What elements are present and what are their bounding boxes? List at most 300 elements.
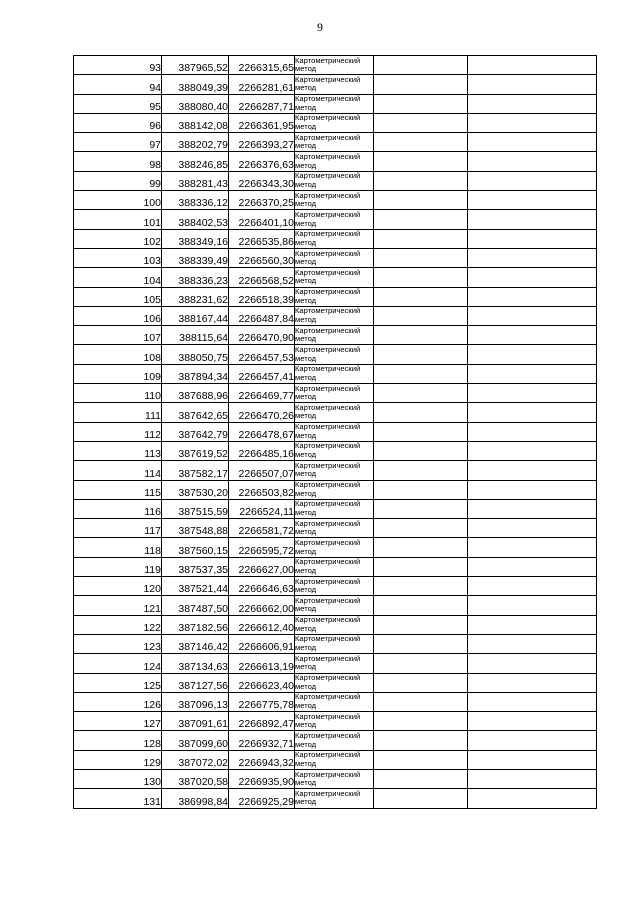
table-row (74, 94, 597, 113)
point-number-cell: 97 (74, 133, 162, 152)
x-coordinate-cell: 387091,61 (162, 712, 229, 731)
point-number-cell: 100 (74, 191, 162, 210)
x-coordinate-cell: 388142,08 (162, 113, 229, 132)
point-number-cell: 114 (74, 461, 162, 480)
method-text-line1: Картометрический (295, 132, 361, 142)
point-number-cell: 131 (74, 789, 162, 808)
empty-cell (468, 673, 597, 692)
point-number-cell: 122 (74, 615, 162, 634)
empty-cell (374, 384, 468, 403)
table-row (74, 750, 597, 769)
empty-cell (468, 634, 597, 653)
method-cell (295, 364, 374, 383)
method-text-line1: Картометрический (295, 306, 361, 316)
table-row (74, 519, 597, 538)
point-number-cell: 103 (74, 248, 162, 267)
empty-cell (468, 789, 597, 808)
method-text-line1: Картометрический (295, 248, 361, 258)
x-coordinate-cell: 387146,42 (162, 634, 229, 653)
empty-cell (468, 461, 597, 480)
method-cell (295, 191, 374, 210)
empty-cell (468, 306, 597, 325)
empty-cell (374, 634, 468, 653)
y-coordinate-cell: 2266401,10 (229, 210, 295, 229)
empty-cell (468, 248, 597, 267)
empty-cell (468, 191, 597, 210)
point-number-cell: 111 (74, 403, 162, 422)
empty-cell (374, 133, 468, 152)
point-number-cell: 116 (74, 499, 162, 518)
point-number-cell: 109 (74, 364, 162, 383)
empty-cell (468, 557, 597, 576)
method-text-line1: Картометрический (295, 345, 361, 354)
method-cell (295, 152, 374, 171)
empty-cell (374, 441, 468, 460)
empty-cell (468, 229, 597, 248)
method-text-line2: метод (295, 469, 317, 479)
empty-cell (468, 519, 597, 538)
method-text-line1: Картометрический (295, 171, 361, 181)
method-text-line2: метод (295, 83, 317, 93)
x-coordinate-cell: 388115,64 (162, 326, 229, 345)
y-coordinate-cell: 2266469,77 (229, 384, 295, 403)
y-coordinate-cell: 2266595,72 (229, 538, 295, 557)
empty-cell (468, 538, 597, 557)
x-coordinate-cell: 387127,56 (162, 673, 229, 692)
x-coordinate-cell: 388281,43 (162, 171, 229, 190)
method-cell (295, 94, 374, 113)
method-text-line2: метод (295, 681, 317, 691)
table-row (74, 731, 597, 750)
empty-cell (374, 519, 468, 538)
method-cell (295, 654, 374, 673)
method-text-line1: Картометрический (295, 595, 361, 605)
y-coordinate-cell: 2266581,72 (229, 519, 295, 538)
method-text-line1: Картометрический (295, 576, 361, 586)
y-coordinate-cell: 2266507,07 (229, 461, 295, 480)
method-cell (295, 133, 374, 152)
x-coordinate-cell: 387020,58 (162, 769, 229, 788)
table-row (74, 229, 597, 248)
empty-cell (468, 364, 597, 383)
empty-cell (468, 750, 597, 769)
empty-cell (468, 171, 597, 190)
method-text-line2: метод (295, 565, 317, 575)
page-number: 9 (317, 20, 323, 34)
x-coordinate-cell: 387521,44 (162, 577, 229, 596)
method-cell (295, 306, 374, 325)
method-text-line2: метод (295, 64, 317, 74)
coordinates-table-body (74, 56, 597, 809)
empty-cell (468, 326, 597, 345)
table-row (74, 191, 597, 210)
method-text-line1: Картометрический (295, 557, 361, 567)
empty-cell (374, 769, 468, 788)
method-cell (295, 615, 374, 634)
method-text-line1: Картометрический (295, 94, 361, 104)
x-coordinate-cell: 387582,17 (162, 461, 229, 480)
empty-cell (374, 499, 468, 518)
table-row (74, 287, 597, 306)
method-text-line2: метод (295, 430, 317, 440)
table-row (74, 171, 597, 190)
empty-cell (374, 345, 468, 364)
method-cell (295, 557, 374, 576)
point-number-cell: 102 (74, 229, 162, 248)
y-coordinate-cell: 2266560,30 (229, 248, 295, 267)
x-coordinate-cell: 388050,75 (162, 345, 229, 364)
method-cell (295, 248, 374, 267)
empty-cell (468, 654, 597, 673)
method-text-line1: Картометрический (295, 673, 361, 683)
x-coordinate-cell: 388336,12 (162, 191, 229, 210)
empty-cell (468, 596, 597, 615)
point-number-cell: 121 (74, 596, 162, 615)
point-number-cell: 112 (74, 422, 162, 441)
x-coordinate-cell: 387182,56 (162, 615, 229, 634)
method-cell (295, 673, 374, 692)
x-coordinate-cell: 387560,15 (162, 538, 229, 557)
point-number-cell: 118 (74, 538, 162, 557)
method-cell (295, 519, 374, 538)
method-text-line2: метод (295, 720, 317, 730)
method-cell (295, 712, 374, 731)
empty-cell (468, 210, 597, 229)
table-row (74, 326, 597, 345)
table-row (74, 364, 597, 383)
empty-cell (468, 441, 597, 460)
method-cell (295, 75, 374, 94)
empty-cell (374, 403, 468, 422)
method-text-line1: Картометрический (295, 615, 361, 625)
point-number-cell: 124 (74, 654, 162, 673)
point-number-cell: 98 (74, 152, 162, 171)
x-coordinate-cell: 387072,02 (162, 750, 229, 769)
x-coordinate-cell: 388246,85 (162, 152, 229, 171)
method-text-line1: Картометрический (295, 537, 361, 547)
empty-cell (468, 615, 597, 634)
empty-cell (468, 94, 597, 113)
table-row (74, 673, 597, 692)
method-text-line1: Картометрический (295, 190, 361, 200)
y-coordinate-cell: 2266612,40 (229, 615, 295, 634)
method-text-line1: Картометрический (295, 518, 361, 528)
method-text-line2: метод (295, 179, 317, 189)
empty-cell (374, 364, 468, 383)
method-text-line2: метод (295, 585, 317, 595)
method-cell (295, 210, 374, 229)
table-row (74, 113, 597, 132)
method-cell (295, 345, 374, 364)
method-text-line1: Картометрический (295, 711, 361, 721)
method-cell (295, 596, 374, 615)
y-coordinate-cell: 2266613,19 (229, 654, 295, 673)
method-text-line2: метод (295, 604, 317, 614)
empty-cell (374, 577, 468, 596)
method-cell (295, 480, 374, 499)
point-number-cell: 110 (74, 384, 162, 403)
y-coordinate-cell: 2266627,00 (229, 557, 295, 576)
table-row (74, 345, 597, 364)
x-coordinate-cell: 387515,59 (162, 499, 229, 518)
x-coordinate-cell: 386998,84 (162, 789, 229, 808)
y-coordinate-cell: 2266775,78 (229, 692, 295, 711)
empty-cell (468, 268, 597, 287)
method-text-line2: метод (295, 623, 317, 633)
empty-cell (374, 731, 468, 750)
empty-cell (374, 113, 468, 132)
method-cell (295, 538, 374, 557)
table-row (74, 654, 597, 673)
y-coordinate-cell: 2266485,16 (229, 441, 295, 460)
method-text-line1: Картометрический (295, 750, 361, 760)
empty-cell (374, 210, 468, 229)
y-coordinate-cell: 2266535,86 (229, 229, 295, 248)
empty-cell (468, 692, 597, 711)
point-number-cell: 99 (74, 171, 162, 190)
table-row (74, 538, 597, 557)
empty-cell (468, 56, 597, 75)
method-text-line2: метод (295, 411, 317, 421)
empty-cell (374, 596, 468, 615)
empty-cell (468, 152, 597, 171)
x-coordinate-cell: 387096,13 (162, 692, 229, 711)
method-text-line1: Картометрический (295, 441, 361, 451)
method-cell (295, 634, 374, 653)
y-coordinate-cell: 2266503,82 (229, 480, 295, 499)
y-coordinate-cell: 2266662,00 (229, 596, 295, 615)
empty-cell (468, 480, 597, 499)
method-text-line2: метод (295, 488, 317, 498)
method-text-line2: метод (295, 507, 317, 517)
y-coordinate-cell: 2266568,52 (229, 268, 295, 287)
y-coordinate-cell: 2266470,90 (229, 326, 295, 345)
empty-cell (374, 692, 468, 711)
method-cell (295, 56, 374, 75)
table-row (74, 56, 597, 75)
empty-cell (468, 345, 597, 364)
empty-cell (468, 769, 597, 788)
y-coordinate-cell: 2266287,71 (229, 94, 295, 113)
x-coordinate-cell: 387619,52 (162, 441, 229, 460)
method-text-line2: метод (295, 546, 317, 556)
method-text-line2: метод (295, 295, 317, 305)
y-coordinate-cell: 2266315,65 (229, 56, 295, 75)
x-coordinate-cell: 387099,60 (162, 731, 229, 750)
empty-cell (374, 789, 468, 808)
table-row (74, 268, 597, 287)
method-text-line1: Картометрический (295, 653, 361, 663)
empty-cell (374, 94, 468, 113)
x-coordinate-cell: 388349,16 (162, 229, 229, 248)
method-text-line1: Картометрический (295, 364, 361, 374)
method-cell (295, 287, 374, 306)
point-number-cell: 101 (74, 210, 162, 229)
point-number-cell: 105 (74, 287, 162, 306)
method-text-line1: Картометрический (295, 422, 361, 432)
method-text-line2: метод (295, 237, 317, 247)
empty-cell (468, 133, 597, 152)
point-number-cell: 96 (74, 113, 162, 132)
method-text-line1: Картометрический (295, 383, 361, 393)
point-number-cell: 127 (74, 712, 162, 731)
method-cell (295, 769, 374, 788)
y-coordinate-cell: 2266932,71 (229, 731, 295, 750)
method-cell (295, 750, 374, 769)
method-text-line1: Картометрический (295, 460, 361, 470)
x-coordinate-cell: 387688,96 (162, 384, 229, 403)
empty-cell (374, 480, 468, 499)
y-coordinate-cell: 2266623,40 (229, 673, 295, 692)
table-row (74, 133, 597, 152)
empty-cell (468, 384, 597, 403)
empty-cell (468, 499, 597, 518)
x-coordinate-cell: 388202,79 (162, 133, 229, 152)
point-number-cell: 104 (74, 268, 162, 287)
method-text-line1: Картометрический (295, 287, 361, 297)
method-cell (295, 461, 374, 480)
y-coordinate-cell: 2266457,53 (229, 345, 295, 364)
point-number-cell: 120 (74, 577, 162, 596)
method-cell (295, 422, 374, 441)
table-row (74, 789, 597, 808)
x-coordinate-cell: 387965,52 (162, 56, 229, 75)
table-row (74, 306, 597, 325)
method-text-line1: Картометрический (295, 55, 361, 65)
method-text-line2: метод (295, 218, 317, 228)
table-row (74, 441, 597, 460)
empty-cell (374, 461, 468, 480)
empty-cell (374, 673, 468, 692)
empty-cell (468, 422, 597, 441)
method-text-line2: метод (295, 643, 317, 653)
empty-cell (374, 287, 468, 306)
method-text-line2: метод (295, 527, 317, 537)
method-text-line1: Картометрический (295, 325, 361, 335)
method-text-line2: метод (295, 392, 317, 402)
empty-cell (374, 615, 468, 634)
empty-cell (374, 326, 468, 345)
method-text-line1: Картометрический (295, 730, 361, 740)
empty-cell (468, 287, 597, 306)
method-cell (295, 499, 374, 518)
method-text-line1: Картометрический (295, 209, 361, 219)
method-text-line2: метод (295, 315, 317, 324)
method-text-line2: метод (295, 700, 317, 710)
empty-cell (374, 306, 468, 325)
method-text-line2: метод (295, 450, 317, 460)
method-cell (295, 326, 374, 345)
table-row (74, 634, 597, 653)
method-cell (295, 384, 374, 403)
y-coordinate-cell: 2266524,11 (229, 499, 295, 518)
method-cell (295, 113, 374, 132)
y-coordinate-cell: 2266935,90 (229, 769, 295, 788)
point-number-cell: 115 (74, 480, 162, 499)
method-text-line1: Картометрический (295, 499, 361, 509)
empty-cell (468, 403, 597, 422)
table-row (74, 384, 597, 403)
point-number-cell: 128 (74, 731, 162, 750)
y-coordinate-cell: 2266518,39 (229, 287, 295, 306)
y-coordinate-cell: 2266925,29 (229, 789, 295, 808)
empty-cell (374, 191, 468, 210)
empty-cell (468, 113, 597, 132)
empty-cell (374, 557, 468, 576)
x-coordinate-cell: 387894,34 (162, 364, 229, 383)
empty-cell (374, 422, 468, 441)
table-row (74, 75, 597, 94)
point-number-cell: 106 (74, 306, 162, 325)
y-coordinate-cell: 2266892,47 (229, 712, 295, 731)
empty-cell (374, 56, 468, 75)
table-row (74, 480, 597, 499)
y-coordinate-cell: 2266361,95 (229, 113, 295, 132)
table-row (74, 557, 597, 576)
table-row (74, 210, 597, 229)
x-coordinate-cell: 387548,88 (162, 519, 229, 538)
method-text-line1: Картометрический (295, 229, 361, 239)
empty-cell (468, 75, 597, 94)
table-row (74, 248, 597, 267)
table-row (74, 712, 597, 731)
method-cell (295, 731, 374, 750)
y-coordinate-cell: 2266370,25 (229, 191, 295, 210)
table-row (74, 422, 597, 441)
table-row (74, 596, 597, 615)
method-text-line1: Картометрический (295, 692, 361, 702)
method-cell (295, 171, 374, 190)
method-cell (295, 268, 374, 287)
method-cell (295, 441, 374, 460)
method-text-line2: метод (295, 160, 317, 170)
empty-cell (374, 171, 468, 190)
empty-cell (374, 248, 468, 267)
point-number-cell: 93 (74, 56, 162, 75)
method-text-line2: метод (295, 797, 317, 807)
method-text-line2: метод (295, 758, 317, 768)
method-text-line2: метод (295, 122, 317, 132)
method-text-line2: метод (295, 334, 317, 344)
y-coordinate-cell: 2266281,61 (229, 75, 295, 94)
method-text-line1: Картометрический (295, 788, 361, 798)
point-number-cell: 94 (74, 75, 162, 94)
point-number-cell: 108 (74, 345, 162, 364)
method-text-line2: метод (295, 276, 317, 286)
point-number-cell: 113 (74, 441, 162, 460)
method-text-line2: метод (295, 199, 317, 209)
x-coordinate-cell: 388049,39 (162, 75, 229, 94)
point-number-cell: 117 (74, 519, 162, 538)
method-text-line2: метод (295, 778, 317, 788)
empty-cell (374, 229, 468, 248)
method-text-line1: Картометрический (295, 74, 361, 84)
table-row (74, 461, 597, 480)
method-text-line1: Картометрический (295, 267, 361, 277)
y-coordinate-cell: 2266376,63 (229, 152, 295, 171)
method-text-line2: метод (295, 662, 317, 672)
table-row (74, 769, 597, 788)
empty-cell (468, 712, 597, 731)
method-text-line1: Картометрический (295, 634, 361, 644)
coordinates-table (73, 55, 597, 809)
point-number-cell: 125 (74, 673, 162, 692)
y-coordinate-cell: 2266646,63 (229, 577, 295, 596)
empty-cell (468, 577, 597, 596)
point-number-cell: 123 (74, 634, 162, 653)
table-row (74, 615, 597, 634)
empty-cell (374, 152, 468, 171)
